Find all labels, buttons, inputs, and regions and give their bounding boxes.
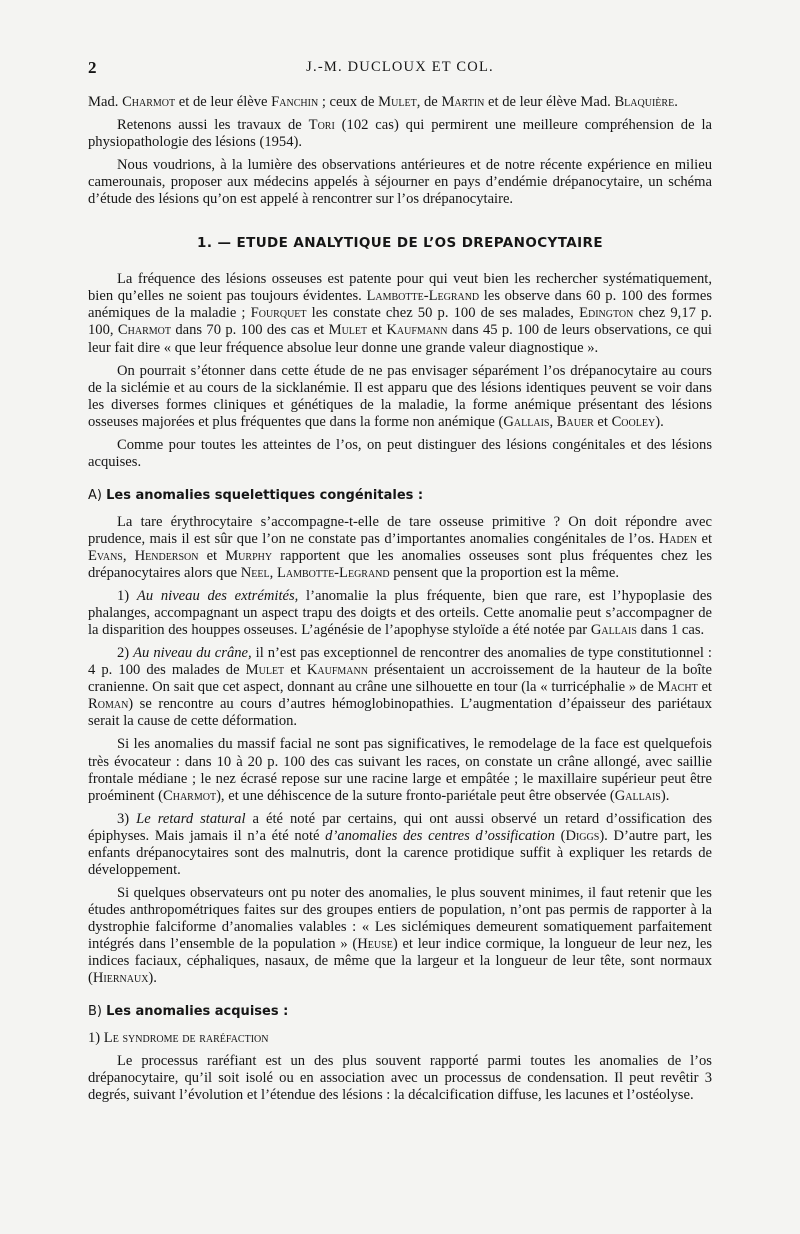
paragraph-anthropometrie: Si quelques observateurs ont pu noter des anomalies, le plus souvent minimes, il faut retenir que les études anthropométriques faites sur des groupes entiers de population, n’ont pas permis de rapporter à la dystrophie falciforme d’anomalies valables : « Les siclémiques demeurent somatiquement parfaitement intégrés dans l’ensemble de la population » (Heuse) et leur indice cormique, la longueur de leur nez, les indices faciaux, céphaliques, nasaux, de même que la largeur et la longueur de leur tête, sont normaux (Hiernaux). bbox=[88, 884, 713, 987]
paragraph-massif-facial: Si les anomalies du massif facial ne sont pas significatives, le remodelage de la face est quelquefois très évocateur : dans 10 à 20 p. 100 des cas suivant les races, on constate un crâne allongé, avec saillie frontale médiane ; le nez écrasé repose sur une racine large et empâtée ; le maxillaire supérieur peut être proéminent (Charmot), et une déhiscence de la suture fronto-pariétale peut être observée (Gallais). bbox=[88, 736, 712, 804]
paragraph-4: La fréquence des lésions osseuses est patente pour qui veut bien les rechercher systématiquement, bien qu’elles ne soient pas toujours évidentes. Lambotte-Legrand les observe dans 60 p. 100 des formes anémiques de la maladie ; Fourquet les constate chez 50 p. 100 de ses malades, Edington chez 9,17 p. 100, Charmot dans 70 p. 100 des cas et Mulet et Kaufmann dans 45 p. 100 de leurs observations, ce qui leur fait dire « que leur fréquence absolue leur donne une grande valeur diagnostique ». bbox=[88, 271, 712, 356]
subsection-heading-a: A) Les anomalies squelettiques congénitales : bbox=[88, 487, 424, 503]
paragraph-2: Retenons aussi les travaux de Tori (102 cas) qui permirent une meilleure compréhension de la physiopathologie des lésions (1954). bbox=[88, 117, 712, 151]
paragraph-7: La tare érythrocytaire s’accompagne-t-elle de tare osseuse primitive ? On doit répondre avec prudence, mais il est sûr que l’on ne constate pas d’importantes anomalies congénitales de l’os. Haden et Evans, Henderson et Murphy rapportent que les anomalies osseuses sont plus fréquentes chez les drépanocytaires alors que Neel, Lambotte-Legrand pensent que la proportion est la même. bbox=[88, 513, 713, 582]
paragraph-crane: 2) Au niveau du crâne, il n’est pas exceptionnel de rencontrer des anomalies de type constitutionnel : 4 p. 100 des malades de Mulet et Kaufmann présentaient un accroissement de la hauteur de la boîte cranienne. On sait que cet aspect, donnant au crâne une silhouette en tour (la « turricéphalie » de Macht et Roman) se rencontre au cours d’autres hémoglobinopathies. L’augmentation d’épaisseur des pariétaux serait la cause de cette déformation. bbox=[88, 645, 712, 730]
page-header bbox=[88, 58, 712, 80]
paragraph-rarefaction: Le processus raréfiant est un des plus souvent rapporté parmi toutes les anomalies de l’os drépanocytaire, qu’il soit isolé ou en association avec un processus de condensation. Il peut revêtir 3 degrés, suivant l’évolution et l’étendue des lésions : la décalcification diffuse, les lacunes et l’ostéolyse. bbox=[88, 1053, 712, 1104]
paragraph-retard-statural: 3) Le retard statural a été noté par certains, qui ont aussi observé un retard d’ossification des épiphyses. Mais jamais il n’a été noté d’anomalies des centres d’ossification (Diggs). D’autre part, les enfants drépanocytaires sont des malnutris, dont la carence protidique suffit à expliquer les retards de développement. bbox=[88, 810, 712, 878]
paragraph-extremites: 1) Au niveau des extrémités, l’anomalie la plus fréquente, bien que rare, est l’hypoplasie des phalanges, accompagnant un aspect trapu des doigts et des orteils. Cette anomalie peut s’accompagner de la disparition des houppes osseuses. L’agénésie de l’apophyse styloïde a été notée par Gallais dans 1 cas. bbox=[88, 588, 713, 639]
running-head: J.-M. DUCLOUX ET COL. bbox=[306, 59, 494, 75]
paragraph-3: Nous voudrions, à la lumière des observations antérieures et de notre récente expérience en milieu camerounais, proposer aux médecins appelés à séjourner en pays d’endémie drépanocytaire, un schéma d’étude des lésions qu’on est appelé à rencontrer sur l’os drépanocytaire. bbox=[88, 157, 712, 208]
page-number: 2 bbox=[88, 58, 97, 77]
syndrome-heading: 1) Le syndrome de raréfaction bbox=[88, 1030, 269, 1047]
body-text bbox=[88, 94, 712, 1104]
paragraph-5: On pourrait s’étonner dans cette étude de ne pas envisager séparément l’os drépanocytaire au cours de la siclémie et au cours de la sicklanémie. Il est apparu que des lésions identiques peuvent se voir dans les diverses formes cliniques et génétiques de la maladie, la forme anémique présentant des lésions osseuses majorées et plus fréquentes que dans la forme non anémique (Gallais, Bauer et Cooley). bbox=[88, 362, 712, 430]
section-heading-1: 1. — ETUDE ANALYTIQUE DE L’OS DREPANOCYTAIRE bbox=[197, 235, 603, 252]
paragraph-6: Comme pour toutes les atteintes de l’os, on peut distinguer des lésions congénitales et des lésions acquises. bbox=[88, 436, 712, 470]
paragraph-1: Mad. Charmot et de leur élève Fanchin ; ceux de Mulet, de Martin et de leur élève Mad. Blaquière. bbox=[88, 94, 678, 110]
subsection-heading-b: B) Les anomalies acquises : bbox=[88, 1004, 289, 1020]
